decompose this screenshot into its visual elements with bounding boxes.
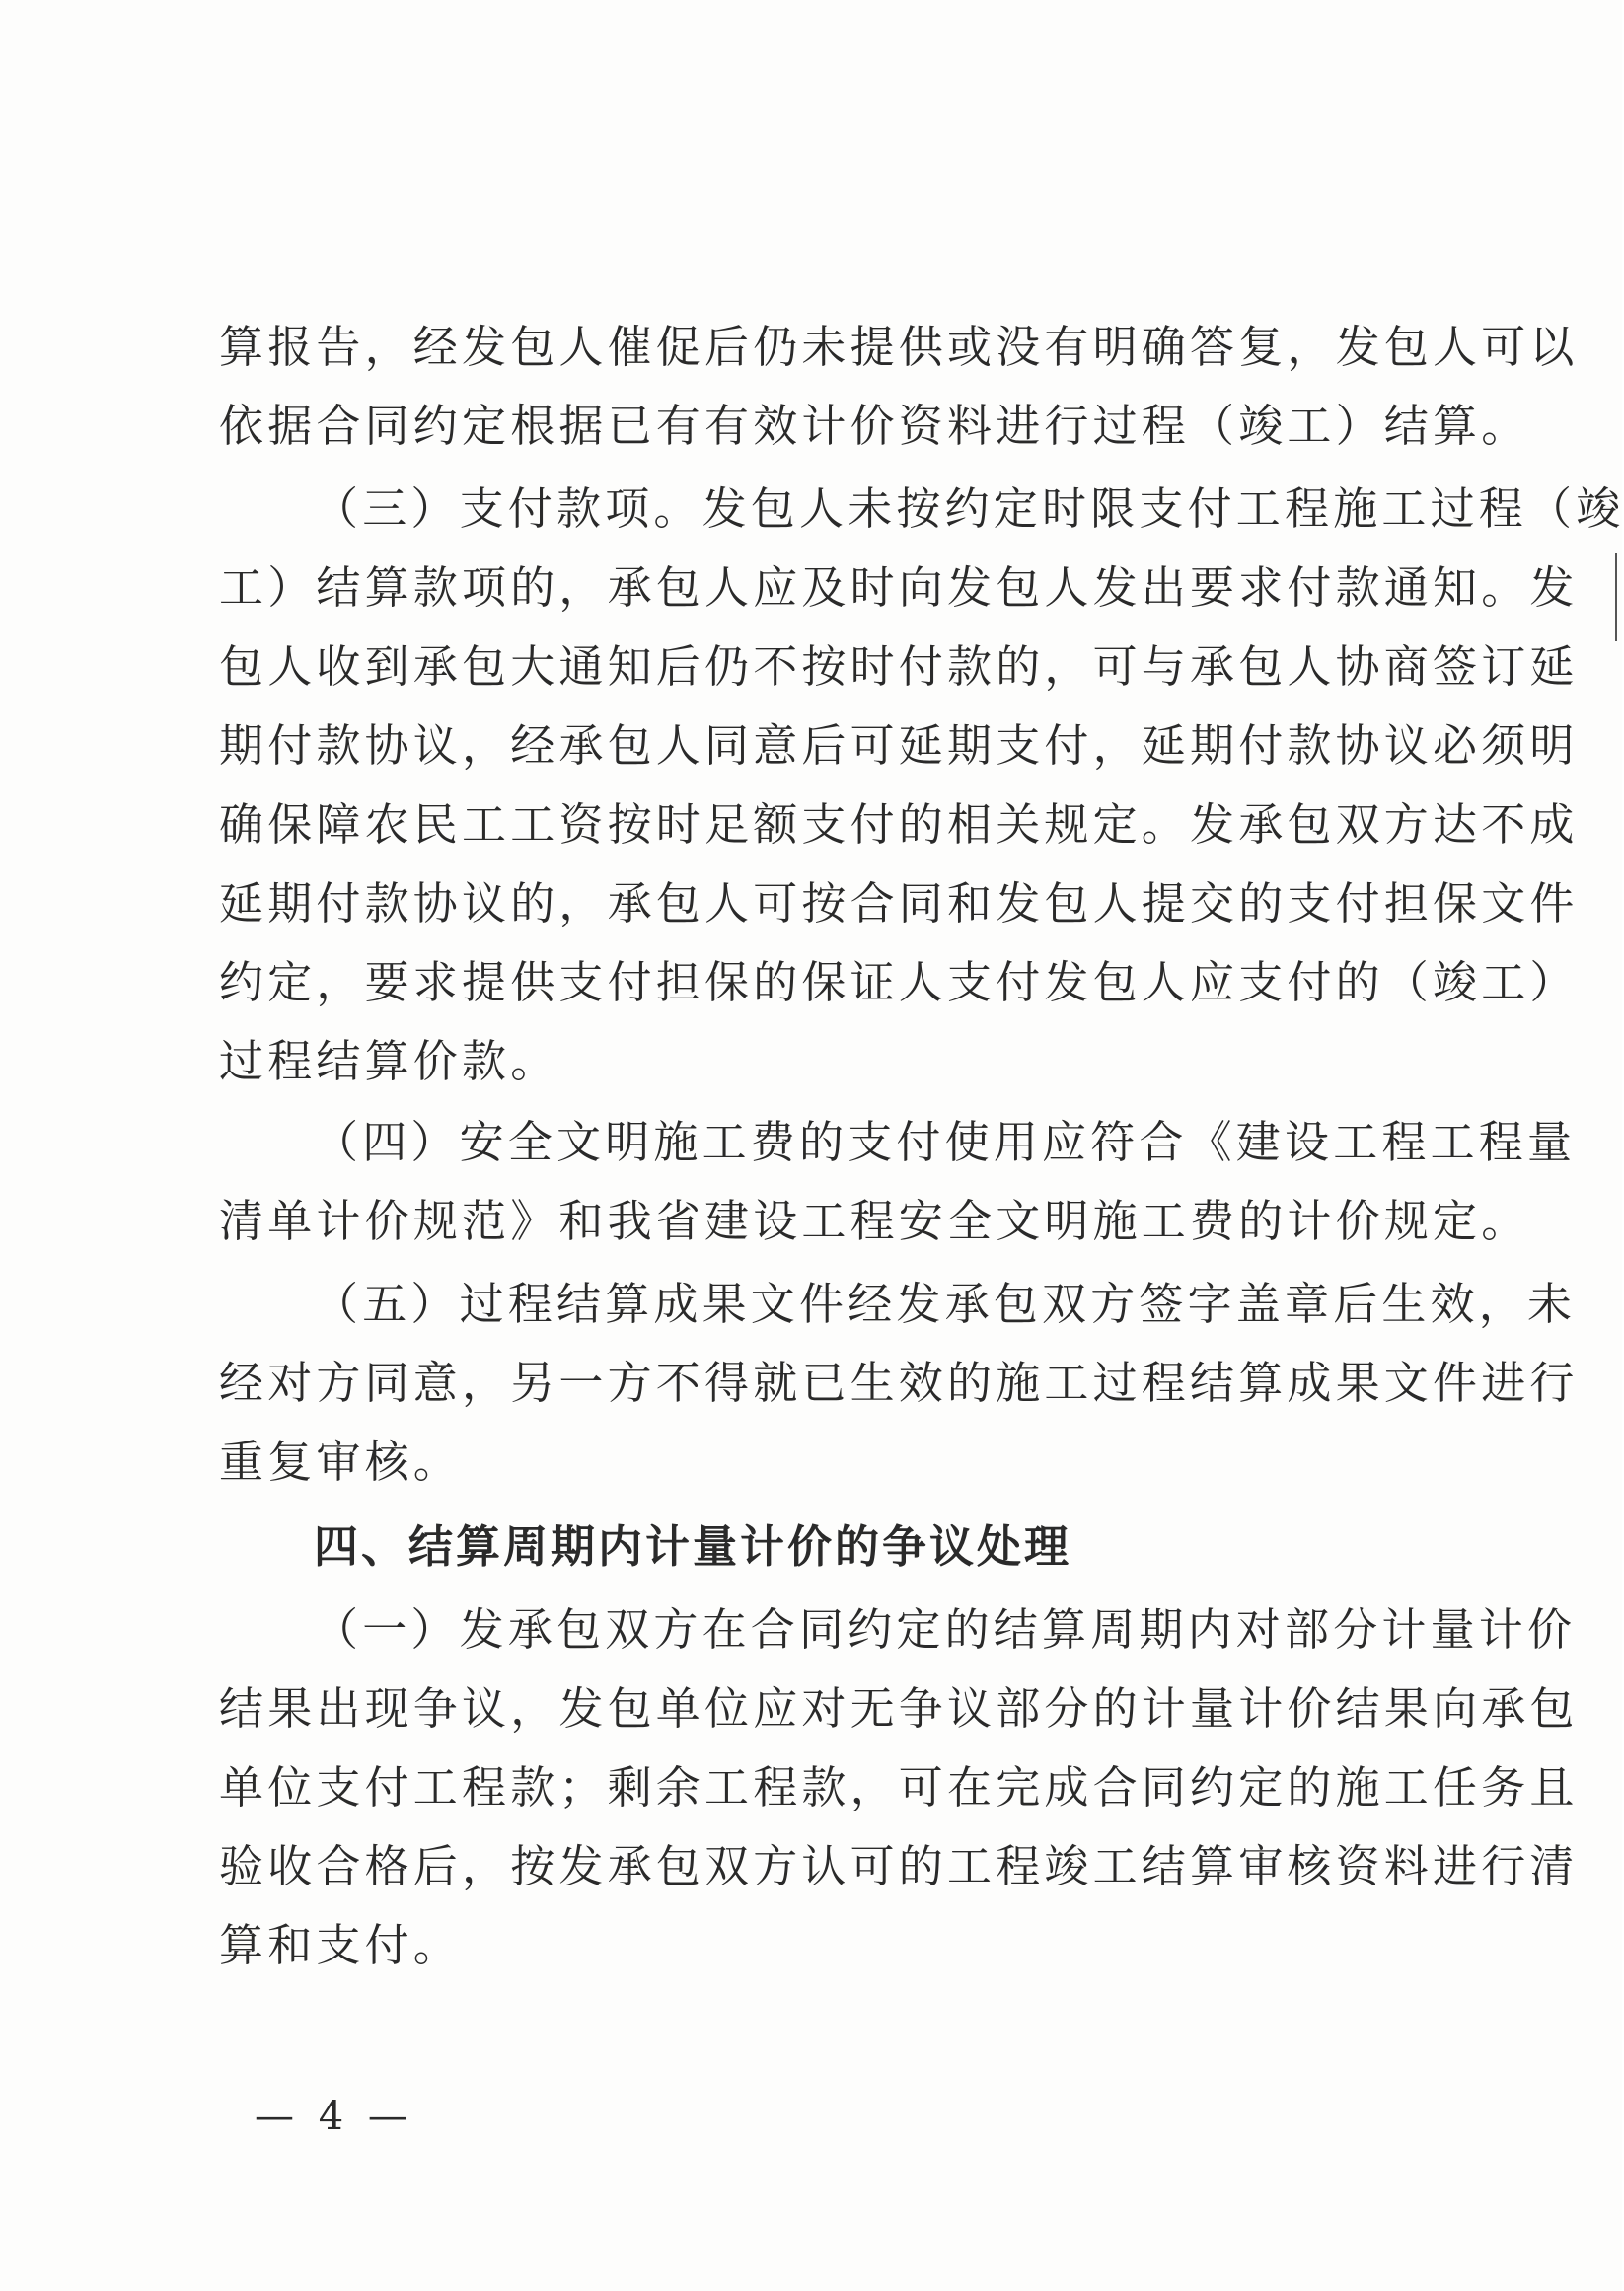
text-line: 工）结算款项的，承包人应及时向发包人发出要求付款通知。发 (219, 561, 1579, 614)
text-line: 清单计价规范》和我省建设工程安全文明施工费的计价规定。 (219, 1195, 1530, 1247)
text-line: 算报告，经发包人催促后仍未提供或没有明确答复，发包人可以 (219, 321, 1579, 373)
text-line: 过程结算价款。 (219, 1035, 559, 1087)
text-line: 经对方同意，另一方不得就已生效的施工过程结算成果文件进行 (219, 1357, 1579, 1409)
text-line: 约定，要求提供支付担保的保证人支付发包人应支付的（竣工） (219, 956, 1579, 1008)
text-line: 重复审核。 (219, 1436, 463, 1488)
text-line: 期付款协议，经承包人同意后可延期支付，延期付款协议必须明 (219, 719, 1579, 772)
text-line: 验收合格后，按发承包双方认可的工程竣工结算审核资料进行清 (219, 1840, 1579, 1892)
section-heading: 四、结算周期内计量计价的争议处理 (314, 1520, 1072, 1573)
page-number: — 4 — (255, 2094, 413, 2139)
text-line: 确保障农民工工资按时足额支付的相关规定。发承包双方达不成 (219, 798, 1579, 850)
paragraph-start-line: （四）安全文明施工费的支付使用应符合《建设工程工程量 (314, 1116, 1577, 1168)
paragraph-start-line: （三）支付款项。发包人未按约定时限支付工程施工过程（竣 (314, 482, 1624, 535)
paragraph-start-line: （五）过程结算成果文件经发承包双方签字盖章后生效，未 (314, 1278, 1577, 1330)
text-line: 延期付款协议的，承包人可按合同和发包人提交的支付担保文件 (219, 877, 1579, 929)
text-line: 包人收到承包大通知后仍不按时付款的，可与承包人协商签订延 (219, 640, 1579, 693)
scan-edge-mark (1615, 553, 1617, 641)
paragraph-start-line: （一）发承包双方在合同约定的结算周期内对部分计量计价 (314, 1603, 1577, 1656)
text-line: 依据合同约定根据已有有效计价资料进行过程（竣工）结算。 (219, 400, 1530, 452)
text-line: 单位支付工程款；剩余工程款，可在完成合同约定的施工任务且 (219, 1761, 1579, 1813)
text-line: 结果出现争议，发包单位应对无争议部分的计量计价结果向承包 (219, 1682, 1579, 1735)
text-line: 算和支付。 (219, 1919, 463, 1971)
